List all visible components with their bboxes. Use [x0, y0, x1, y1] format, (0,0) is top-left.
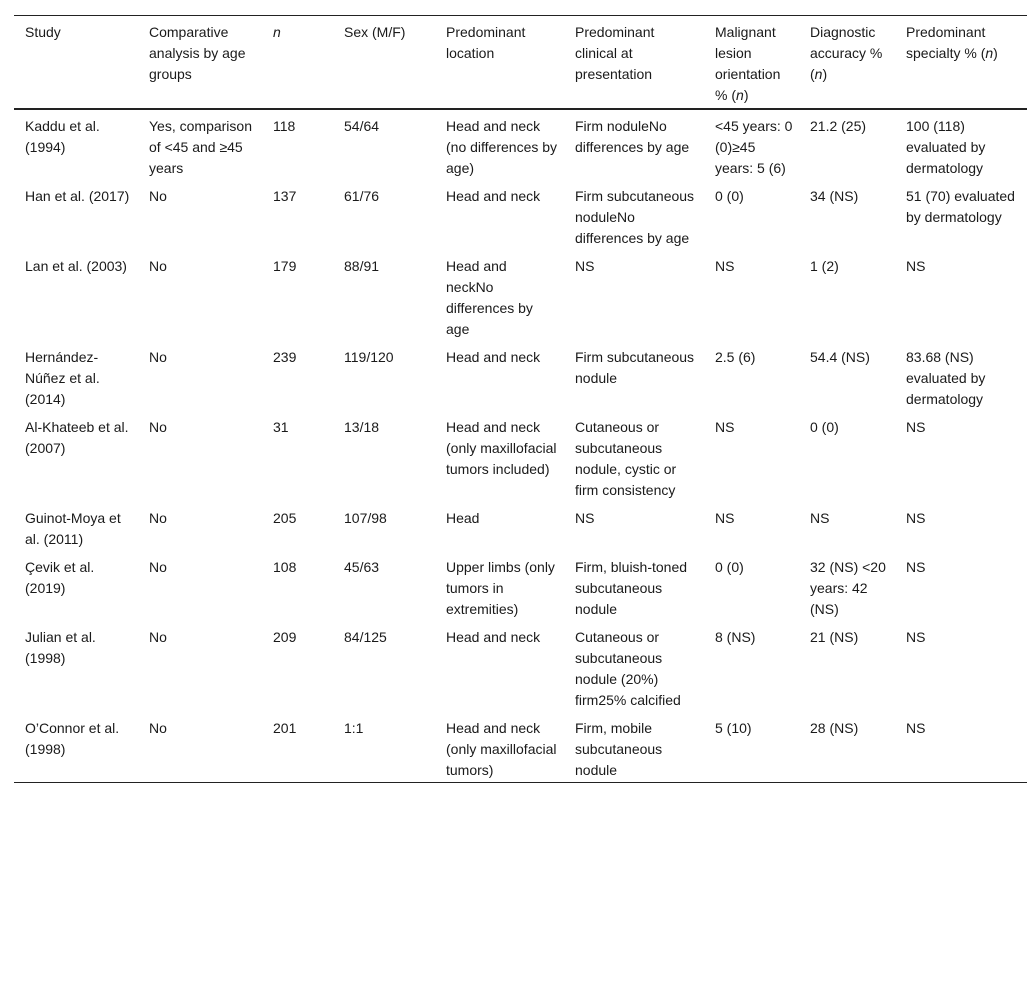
header-n: n	[273, 24, 281, 40]
cell-specialty: NS	[906, 629, 926, 645]
cell-clinical: Firm subcutaneous nodule	[575, 349, 695, 386]
cell-comparative: No	[149, 419, 167, 435]
cell-study: Guinot-Moya et al. (2011)	[25, 510, 121, 547]
header-location: Predominant location	[446, 24, 526, 61]
cell-clinical: Cutaneous or subcutaneous nodule (20%) firm25% calcified	[575, 629, 681, 708]
cell-location: Head and neck (only maxillofacial tumors included)	[446, 419, 557, 477]
cell-study: O’Connor et al. (1998)	[25, 720, 120, 757]
cell-location: Head and neck	[446, 349, 541, 365]
header-sex: Sex (M/F)	[344, 24, 406, 40]
cell-specialty: 100 (118) evaluated by dermatology	[906, 118, 986, 176]
cell-accuracy: NS	[810, 510, 830, 526]
cell-sex: 107/98	[344, 510, 387, 526]
cell-location: Upper limbs (only tumors in extremities)	[446, 559, 555, 617]
cell-accuracy: 54.4 (NS)	[810, 349, 870, 365]
table-row	[14, 341, 1027, 411]
cell-n: 209	[273, 629, 297, 645]
header-specialty: Predominant specialty % (n)	[906, 24, 998, 61]
cell-n: 108	[273, 559, 297, 575]
cell-n: 31	[273, 419, 289, 435]
cell-accuracy: 21.2 (25)	[810, 118, 867, 134]
cell-malignant: 0 (0)	[715, 559, 744, 575]
cell-specialty: NS	[906, 510, 926, 526]
cell-specialty: NS	[906, 258, 926, 274]
cell-study: Hernández-Núñez et al. (2014)	[25, 349, 100, 407]
table-row	[14, 712, 1027, 783]
cell-accuracy: 21 (NS)	[810, 629, 859, 645]
cell-malignant: <45 years: 0 (0)≥45 years: 5 (6)	[715, 118, 793, 176]
cell-specialty: NS	[906, 419, 926, 435]
header-diagnostic-accuracy: Diagnostic accuracy % (n)	[810, 24, 883, 82]
cell-location: Head and neck	[446, 188, 541, 204]
cell-clinical: Cutaneous or subcutaneous nodule, cystic or firm consistency	[575, 419, 677, 498]
cell-clinical: Firm, bluish-toned subcutaneous nodule	[575, 559, 688, 617]
cell-clinical: Firm, mobile subcutaneous nodule	[575, 720, 663, 778]
cell-malignant: NS	[715, 258, 735, 274]
cell-specialty: 51 (70) evaluated by dermatology	[906, 188, 1015, 225]
table-row	[14, 621, 1027, 712]
cell-comparative: No	[149, 629, 167, 645]
study-comparison-table	[14, 15, 1027, 783]
table-row	[14, 502, 1027, 551]
cell-sex: 13/18	[344, 419, 380, 435]
cell-sex: 88/91	[344, 258, 380, 274]
cell-study: Al-Khateeb et al. (2007)	[25, 419, 129, 456]
cell-comparative: No	[149, 188, 167, 204]
cell-location: Head and neck (no differences by age)	[446, 118, 558, 176]
cell-sex: 45/63	[344, 559, 380, 575]
cell-comparative: Yes, comparison of <45 and ≥45 years	[149, 118, 252, 176]
cell-clinical: Firm noduleNo differences by age	[575, 118, 690, 155]
cell-accuracy: 28 (NS)	[810, 720, 859, 736]
table-row	[14, 551, 1027, 621]
cell-malignant: 8 (NS)	[715, 629, 756, 645]
cell-comparative: No	[149, 349, 167, 365]
cell-comparative: No	[149, 559, 167, 575]
cell-sex: 119/120	[344, 349, 394, 365]
cell-malignant: NS	[715, 419, 735, 435]
cell-sex: 61/76	[344, 188, 380, 204]
header-clinical: Predominant clinical at presentation	[575, 24, 655, 82]
cell-n: 179	[273, 258, 297, 274]
cell-sex: 84/125	[344, 629, 387, 645]
cell-location: Head	[446, 510, 480, 526]
cell-specialty: 83.68 (NS) evaluated by dermatology	[906, 349, 986, 407]
header-comparative-analysis: Comparative analysis by age groups	[149, 24, 246, 82]
cell-clinical: Firm subcutaneous noduleNo differences by age	[575, 188, 695, 246]
cell-clinical: NS	[575, 258, 595, 274]
cell-sex: 1:1	[344, 720, 364, 736]
cell-accuracy: 32 (NS) <20 years: 42 (NS)	[810, 559, 886, 617]
cell-study: Lan et al. (2003)	[25, 258, 127, 274]
cell-location: Head and neck	[446, 629, 541, 645]
cell-n: 239	[273, 349, 297, 365]
cell-specialty: NS	[906, 559, 926, 575]
cell-study: Çevik et al. (2019)	[25, 559, 95, 596]
table-row	[14, 411, 1027, 502]
table-row	[14, 180, 1027, 250]
cell-location: Head and neck (only maxillofacial tumors)	[446, 720, 557, 778]
cell-study: Julian et al. (1998)	[25, 629, 96, 666]
cell-accuracy: 34 (NS)	[810, 188, 859, 204]
cell-accuracy: 1 (2)	[810, 258, 839, 274]
cell-malignant: NS	[715, 510, 735, 526]
cell-malignant: 2.5 (6)	[715, 349, 756, 365]
cell-comparative: No	[149, 510, 167, 526]
cell-comparative: No	[149, 258, 167, 274]
cell-malignant: 0 (0)	[715, 188, 744, 204]
cell-malignant: 5 (10)	[715, 720, 752, 736]
cell-n: 118	[273, 118, 296, 134]
header-study: Study	[25, 24, 61, 40]
header-malignant-orientation: Malignant lesion orientation % (n)	[715, 24, 781, 103]
cell-n: 137	[273, 188, 297, 204]
cell-study: Kaddu et al. (1994)	[25, 118, 100, 155]
cell-clinical: NS	[575, 510, 595, 526]
cell-location: Head and neckNo differences by age	[446, 258, 533, 337]
cell-n: 205	[273, 510, 297, 526]
table-row	[14, 109, 1027, 180]
cell-specialty: NS	[906, 720, 926, 736]
cell-study: Han et al. (2017)	[25, 188, 130, 204]
cell-sex: 54/64	[344, 118, 380, 134]
cell-n: 201	[273, 720, 297, 736]
table-row	[14, 250, 1027, 341]
cell-comparative: No	[149, 720, 167, 736]
table-container	[14, 15, 1027, 783]
cell-accuracy: 0 (0)	[810, 419, 839, 435]
header-row	[14, 16, 1027, 110]
